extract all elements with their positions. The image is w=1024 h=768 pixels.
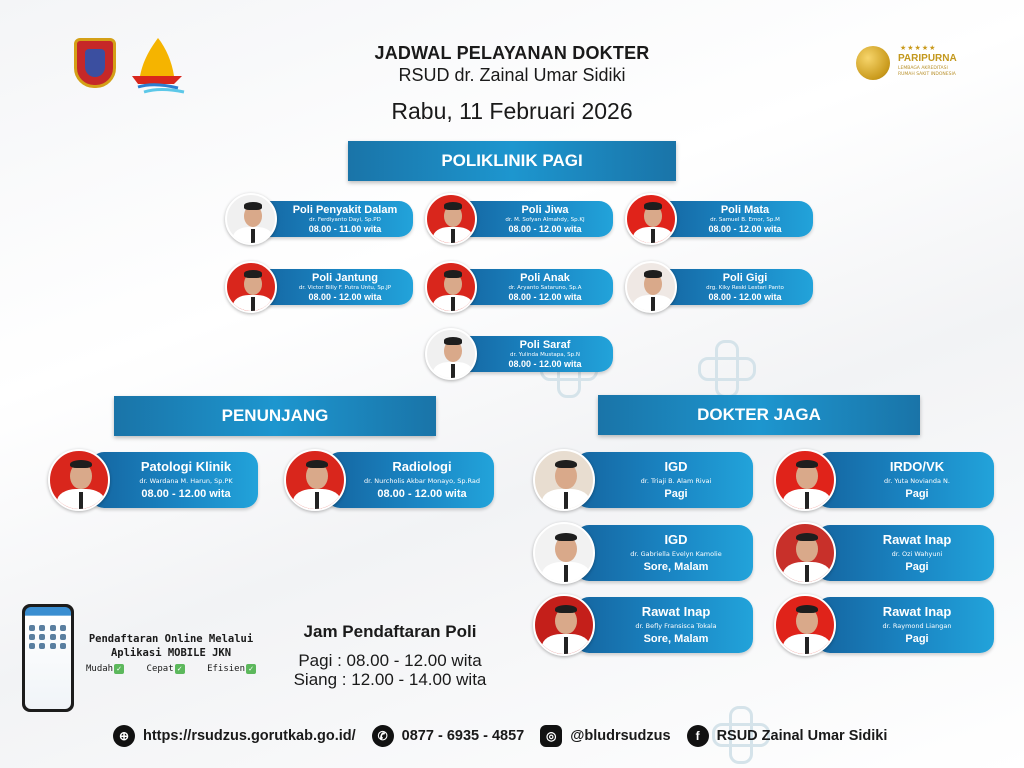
sailboat-logo [128, 36, 188, 94]
registration-hours-morning: Pagi : 08.00 - 12.00 wita [298, 651, 482, 670]
service-hours: Pagi [905, 561, 929, 573]
contact-footer [113, 724, 893, 748]
doctor-info-pill [455, 201, 613, 237]
gold-medal-icon [856, 46, 890, 80]
clinic-name: IGD [664, 532, 688, 547]
facebook-page[interactable]: RSUD Zainal Umar Sidiki [716, 728, 888, 744]
accreditation-level: PARIPURNA [898, 53, 957, 64]
doctor-name: dr. Wardana M. Harun, Sp.PK [139, 477, 233, 485]
medical-cross-decoration [698, 340, 750, 392]
app-features [86, 664, 256, 674]
doctor-name: dr. Befly Fransisca Tokala [635, 622, 717, 630]
star-rating: ★★★★★ [900, 44, 937, 52]
registration-hours-afternoon: Siang : 12.00 - 14.00 wita [293, 670, 487, 689]
registration-hours-title: Jam Pendaftaran Poli [303, 622, 477, 641]
doctor-photo [533, 522, 595, 584]
service-hours: Sore, Malam [643, 561, 709, 573]
regency-emblem-logo [74, 38, 116, 88]
doctor-name: dr. M. Sofyan Almahdy, Sp.KJ [505, 217, 585, 223]
doctor-info-pill [255, 269, 413, 305]
clinic-name: Poli Mata [720, 204, 770, 216]
phone-contact[interactable] [372, 725, 525, 747]
service-hours: 08.00 - 12.00 wita [708, 224, 782, 234]
doctor-name: drg. Kiky Reski Lestari Panto [706, 285, 784, 291]
clinic-name: Rawat Inap [641, 604, 711, 619]
doctor-photo [425, 193, 477, 245]
feature-cepat: Cepat ✓ [147, 664, 185, 674]
clinic-name: Rawat Inap [882, 604, 952, 619]
clinic-name: IRDO/VK [889, 459, 945, 474]
doctor-name: dr. Triaji B. Alam Rivai [640, 477, 712, 485]
doctor-photo [425, 261, 477, 313]
doctor-name: dr. Ferdiyanto Dayi, Sp.PD [309, 217, 381, 223]
schedule-date: Rabu, 11 Februari 2026 [391, 98, 633, 124]
service-hours: Sore, Malam [643, 633, 709, 645]
clinic-name: Poli Jantung [312, 272, 378, 284]
doctor-name: dr. Samuel B. Emor, Sp.M [710, 217, 780, 223]
accreditation-body: LEMBAGA AKREDITASI [898, 66, 948, 71]
service-hours: 08.00 - 12.00 wita [508, 292, 582, 302]
section-banner-penunjang: PENUNJANG [114, 396, 436, 436]
clinic-name: Poli Jiwa [521, 204, 569, 216]
app-promo-line2: Aplikasi MOBILE JKN [110, 647, 232, 659]
doctor-photo [225, 261, 277, 313]
phone-icon: ✆ [372, 725, 394, 747]
checkmark-icon: ✓ [175, 664, 185, 674]
doctor-photo [774, 594, 836, 656]
doctor-photo [284, 449, 346, 511]
doctor-photo [774, 522, 836, 584]
facebook-contact[interactable] [687, 725, 888, 747]
doctor-info-pill [575, 597, 753, 653]
checkmark-icon: ✓ [114, 664, 124, 674]
doctor-name: dr. Ozi Wahyuni [891, 550, 943, 558]
service-hours: 08.00 - 12.00 wita [141, 488, 231, 500]
doctor-info-pill [575, 452, 753, 508]
clinic-name: Patologi Klinik [140, 459, 232, 474]
doctor-photo [533, 449, 595, 511]
service-hours: Pagi [905, 488, 929, 500]
doctor-photo [625, 193, 677, 245]
phone-number[interactable]: 0877 - 6935 - 4857 [401, 728, 525, 744]
doctor-photo [533, 594, 595, 656]
accreditation-badge [856, 44, 966, 84]
doctor-info-pill [816, 452, 994, 508]
clinic-name: Poli Gigi [722, 272, 768, 284]
app-promo-text [86, 632, 256, 660]
doctor-info-pill [326, 452, 494, 508]
doctor-info-pill [90, 452, 258, 508]
doctor-info-pill [816, 525, 994, 581]
checkmark-icon: ✓ [246, 664, 256, 674]
feature-efisien: Efisien ✓ [207, 664, 256, 674]
mobile-jkn-phone-image [22, 604, 74, 712]
doctor-photo [774, 449, 836, 511]
clinic-name: IGD [664, 459, 688, 474]
facebook-icon: f [687, 725, 709, 747]
doctor-name: dr. Yuta Novianda N. [884, 477, 950, 485]
clinic-name: Poli Saraf [519, 339, 571, 351]
doctor-info-pill [655, 201, 813, 237]
app-promo-line1: Pendaftaran Online Melalui [88, 633, 254, 645]
doctor-info-pill [575, 525, 753, 581]
hospital-name: RSUD dr. Zainal Umar Sidiki [398, 65, 626, 85]
doctor-name: dr. Aryanto Sataruno, Sp.A [508, 285, 582, 291]
globe-icon: ⊕ [113, 725, 135, 747]
clinic-name: Poli Anak [520, 272, 570, 284]
doctor-info-pill [816, 597, 994, 653]
doctor-name: dr. Nurcholis Akbar Monayo, Sp.Rad [363, 477, 481, 485]
service-hours: 08.00 - 12.00 wita [508, 224, 582, 234]
instagram-handle[interactable]: @bludrsudzus [570, 728, 671, 744]
service-hours: Pagi [664, 488, 688, 500]
doctor-photo [225, 193, 277, 245]
accreditation-body-2: RUMAH SAKIT INDONESIA [898, 72, 956, 77]
service-hours: 08.00 - 12.00 wita [308, 292, 382, 302]
feature-mudah: Mudah ✓ [86, 664, 124, 674]
instagram-icon: ◎ [540, 725, 562, 747]
section-banner-poliklinik: POLIKLINIK PAGI [348, 141, 676, 181]
doctor-info-pill [455, 269, 613, 305]
doctor-name: dr. Raymond Liangan [882, 622, 952, 630]
doctor-info-pill [255, 201, 413, 237]
doctor-photo [425, 328, 477, 380]
doctor-info-pill [655, 269, 813, 305]
service-hours: Pagi [905, 633, 929, 645]
doctor-info-pill [455, 336, 613, 372]
website-contact[interactable] [113, 725, 356, 747]
doctor-name: dr. Yulinda Mustapa, Sp.N [510, 352, 580, 358]
service-hours: 08.00 - 12.00 wita [377, 488, 467, 500]
clinic-name: Poli Penyakit Dalam [292, 204, 398, 216]
doctor-photo [625, 261, 677, 313]
section-banner-dokter-jaga: DOKTER JAGA [598, 395, 920, 435]
doctor-name: dr. Gabriella Evelyn Kamolie [630, 550, 722, 558]
website-link[interactable]: https://rsudzus.gorutkab.go.id/ [143, 728, 356, 744]
doctor-name: dr. Victor Billy F. Putra Untu, Sp.JP [298, 285, 392, 291]
instagram-contact[interactable] [540, 725, 670, 747]
service-hours: 08.00 - 12.00 wita [508, 359, 582, 369]
page-title: JADWAL PELAYANAN DOKTER [374, 43, 650, 63]
doctor-photo [48, 449, 110, 511]
clinic-name: Rawat Inap [882, 532, 952, 547]
service-hours: 08.00 - 12.00 wita [708, 292, 782, 302]
service-hours: 08.00 - 11.00 wita [308, 224, 382, 234]
clinic-name: Radiologi [392, 459, 452, 474]
